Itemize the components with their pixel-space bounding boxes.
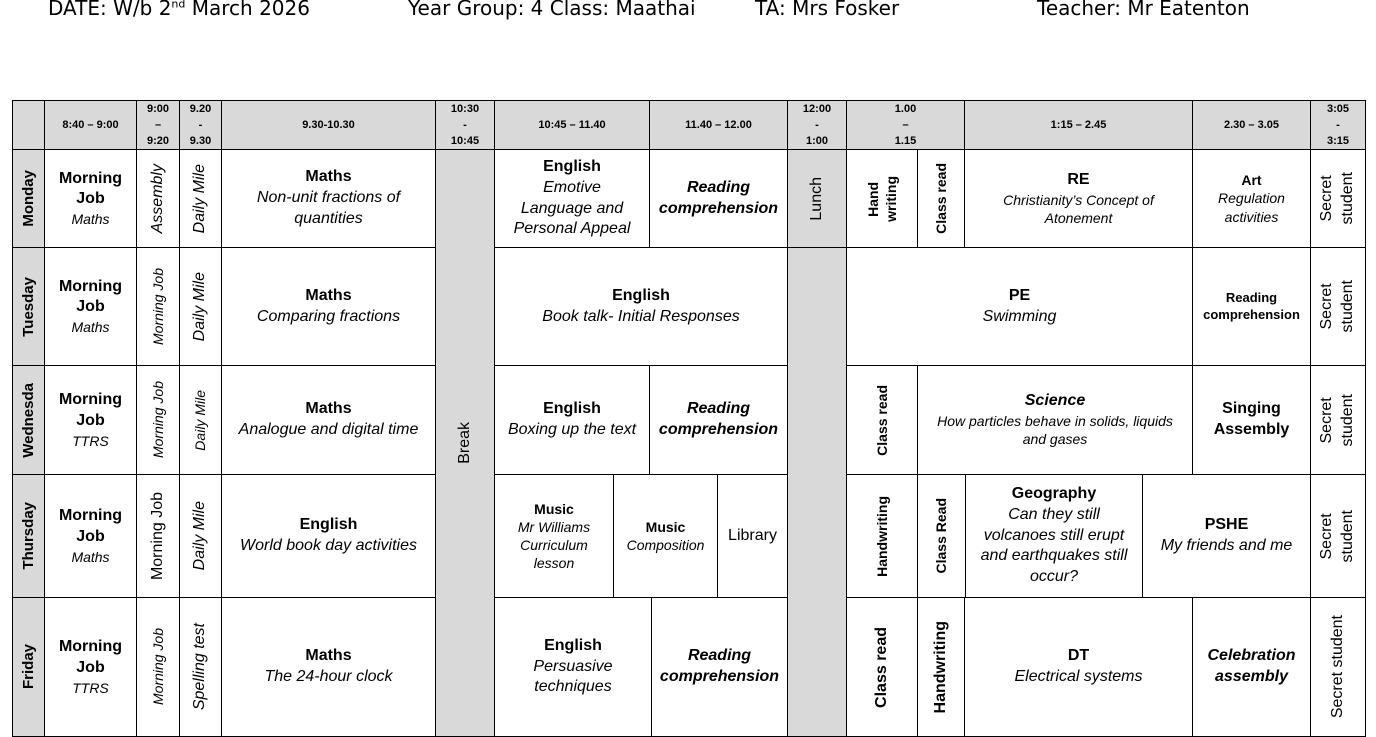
lunch-column xyxy=(787,247,847,737)
day-wednesday: Wednesda xyxy=(12,365,45,475)
date-label: DATE: W/b 2nd March 2026 xyxy=(48,0,310,20)
wed-morning-job: Morning Job TTRS xyxy=(44,365,137,475)
break-column: Break xyxy=(435,149,495,737)
teacher-label: Teacher: Mr Eatenton xyxy=(1037,0,1250,20)
thu-english: English World book day activities xyxy=(221,474,436,598)
mon-re: RE Christianity’s Concept of Atonement xyxy=(964,149,1193,248)
thu-morning-job: Morning Job Maths xyxy=(44,474,137,598)
wed-singing-assembly: Singing Assembly xyxy=(1192,365,1311,475)
fri-dt: DT Electrical systems xyxy=(964,597,1193,737)
year-class-label: Year Group: 4 Class: Maathai xyxy=(408,0,696,20)
thu-handwriting: Handwriting xyxy=(846,474,918,598)
wed-secret-student: Secret student xyxy=(1310,365,1366,475)
thu-morning-job-vertical: Morning Job xyxy=(136,474,180,598)
time-10-45: 10:45 – 11.40 xyxy=(494,100,650,150)
day-monday: Monday xyxy=(12,149,45,248)
mon-handwriting: Hand writing xyxy=(846,149,918,248)
time-8-40: 8:40 – 9:00 xyxy=(44,100,137,150)
mon-maths: Maths Non-unit fractions of quantities xyxy=(221,149,436,248)
fri-class-read: Class read xyxy=(846,597,918,737)
thu-daily-mile: Daily Mile xyxy=(179,474,222,598)
thu-library: Library xyxy=(717,474,788,598)
mon-english: English Emotive Language and Personal Appeal xyxy=(494,149,650,248)
mon-morning-job: Morning Job Maths xyxy=(44,149,137,248)
fri-celebration-assembly: Celebration assembly xyxy=(1192,597,1311,737)
mon-secret-student: Secret student xyxy=(1310,149,1366,248)
thu-class-read: Class Read xyxy=(917,474,966,598)
tue-morning-job: Morning Job Maths xyxy=(44,247,137,366)
mon-assembly: Assembly xyxy=(136,149,180,248)
thu-pshe: PSHE My friends and me xyxy=(1142,474,1311,598)
tue-pe: PE Swimming xyxy=(846,247,1193,366)
time-1-15: 1:15 – 2.45 xyxy=(964,100,1193,150)
wed-class-read: Class read xyxy=(846,365,918,475)
fri-morning-job: Morning Job TTRS xyxy=(44,597,137,737)
time-2-30: 2.30 – 3.05 xyxy=(1192,100,1311,150)
time-11-40: 11.40 – 12.00 xyxy=(649,100,788,150)
wed-reading: Reading comprehension xyxy=(649,365,788,475)
day-thursday: Thursday xyxy=(12,474,45,598)
day-friday: Friday xyxy=(12,597,45,737)
time-12-00: 12:00 - 1:00 xyxy=(787,100,847,150)
wed-science: Science How particles behave in solids, liquids and gases xyxy=(917,365,1193,475)
time-3-05: 3:05 - 3:15 xyxy=(1310,100,1366,150)
fri-morning-job-vertical: Morning Job xyxy=(136,597,180,737)
corner-cell xyxy=(12,100,45,150)
time-9-30: 9.30-10.30 xyxy=(221,100,436,150)
tue-secret-student: Secret student xyxy=(1310,247,1366,366)
mon-daily-mile: Daily Mile xyxy=(179,149,222,248)
fri-english: English Persuasive techniques xyxy=(494,597,652,737)
time-9-00: 9:00 – 9:20 xyxy=(136,100,180,150)
tue-reading: Reading comprehension xyxy=(1192,247,1311,366)
tue-daily-mile: Daily Mile xyxy=(179,247,222,366)
ta-label: TA: Mrs Fosker xyxy=(755,0,900,20)
thu-music-1: Music Mr Williams Curriculum lesson xyxy=(494,474,614,598)
fri-reading: Reading comprehension xyxy=(651,597,788,737)
fri-handwriting: Handwriting xyxy=(917,597,965,737)
time-10-30: 10:30 - 10:45 xyxy=(435,100,495,150)
fri-maths: Maths The 24-hour clock xyxy=(221,597,436,737)
tue-maths: Maths Comparing fractions xyxy=(221,247,436,366)
tue-morning-job-vertical: Morning Job xyxy=(136,247,180,366)
mon-art: Art Regulation activities xyxy=(1192,149,1311,248)
wed-english: English Boxing up the text xyxy=(494,365,650,475)
thu-geography: Geography Can they still volcanoes still erupt and earthquakes still occur? xyxy=(965,474,1143,598)
fri-secret-student: Secret student xyxy=(1310,597,1366,737)
time-1-00: 1.00 – 1.15 xyxy=(846,100,965,150)
wed-maths: Maths Analogue and digital time xyxy=(221,365,436,475)
fri-spelling-test: Spelling test xyxy=(179,597,222,737)
lunch-cell: Lunch xyxy=(787,149,847,248)
wed-morning-job-vertical: Morning Job xyxy=(136,365,180,475)
thu-music-2: Music Composition xyxy=(613,474,718,598)
thu-secret-student: Secret student xyxy=(1310,474,1366,598)
tue-english: English Book talk- Initial Responses xyxy=(494,247,788,366)
mon-class-read: Class read xyxy=(917,149,965,248)
wed-daily-mile: Daily Mile xyxy=(179,365,222,475)
day-tuesday: Tuesday xyxy=(12,247,45,366)
mon-reading: Reading comprehension xyxy=(649,149,788,248)
time-9-20: 9.20 - 9.30 xyxy=(179,100,222,150)
